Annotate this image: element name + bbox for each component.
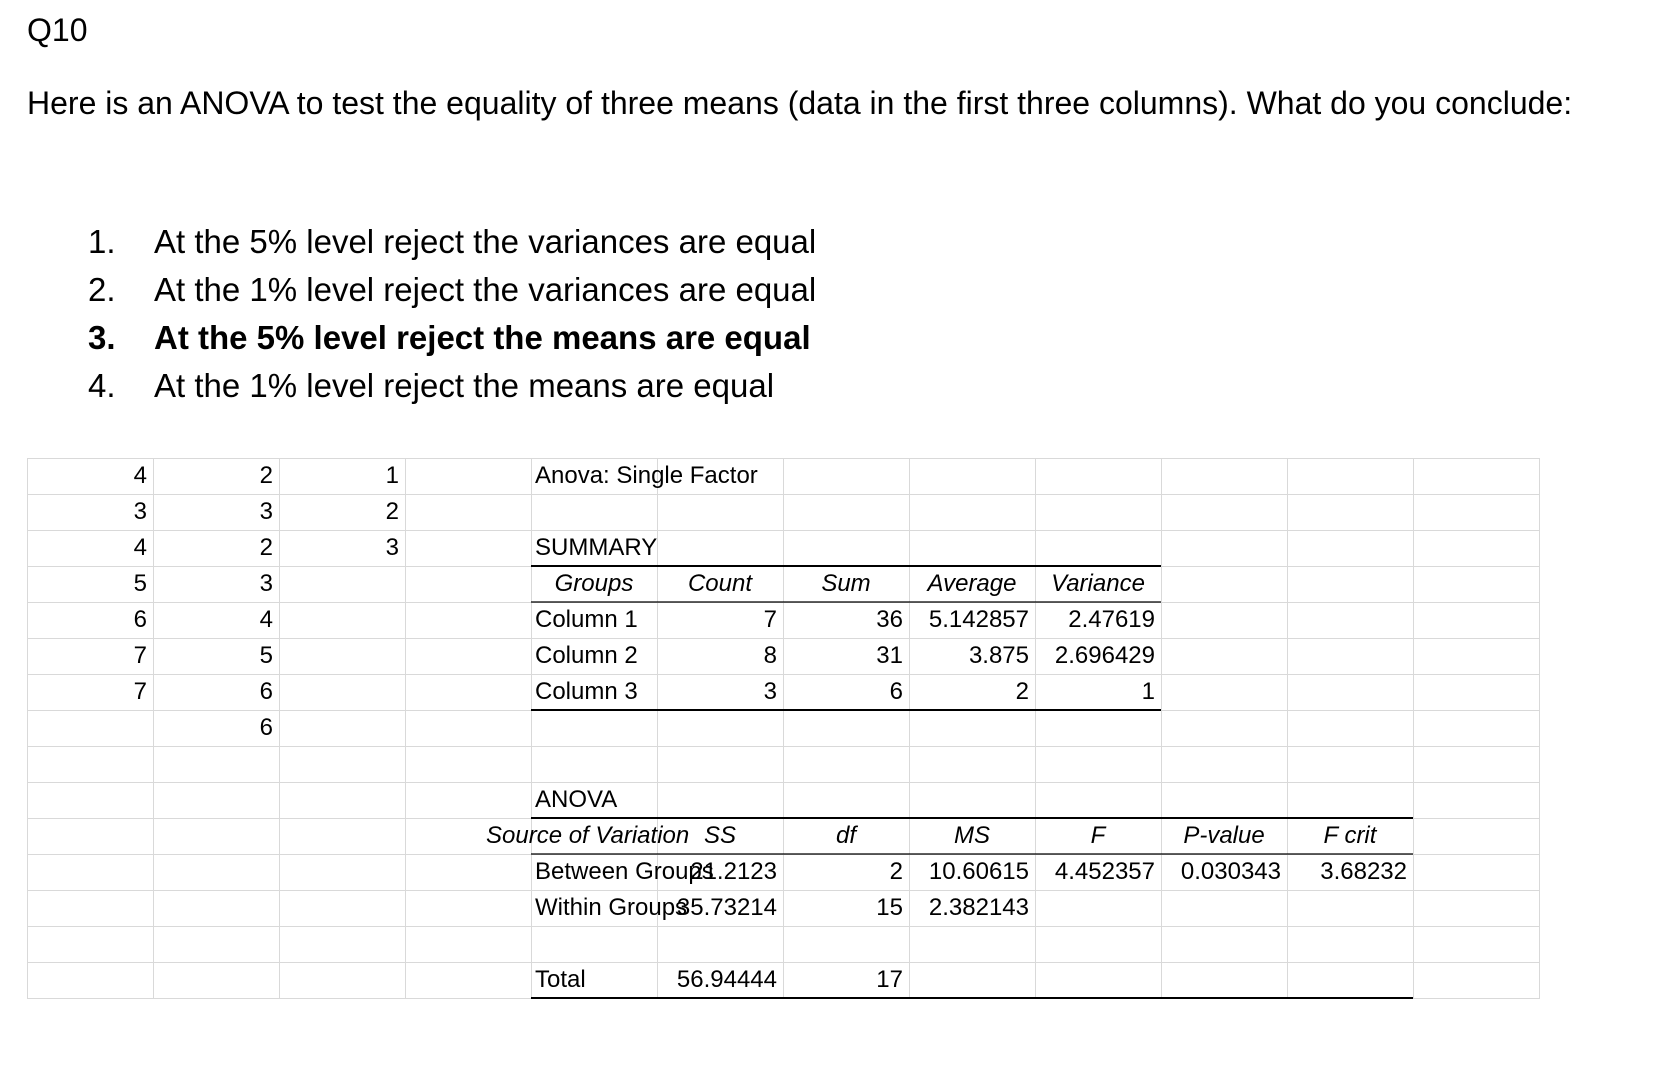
data-cell: 7 (133, 678, 147, 705)
anova-total-value: 17 (876, 966, 903, 993)
summary-group-name: Column 1 (535, 606, 638, 633)
anova-value: 21.2123 (690, 858, 777, 885)
summary-header: Average (927, 570, 1017, 597)
summary-value: 36 (876, 606, 903, 633)
anova-value: 15 (876, 894, 903, 921)
summary-header: Count (687, 570, 753, 597)
summary-value: 3 (763, 678, 777, 705)
option-2 (88, 266, 816, 314)
data-cell: 3 (259, 498, 273, 525)
anova-total-value: 56.94444 (676, 966, 777, 993)
option-number: 2. (88, 271, 116, 308)
option-number: 1. (88, 223, 116, 260)
anova-value: 4.452357 (1054, 858, 1155, 885)
option-1 (88, 218, 816, 266)
summary-value: 2.696429 (1054, 642, 1155, 669)
data-cell: 2 (259, 534, 273, 561)
anova-source-label: Within Groups (535, 894, 688, 921)
option-text: At the 5% level reject the means are equal (154, 319, 811, 356)
anova-header: F (1090, 822, 1106, 849)
summary-value: 2.47619 (1068, 606, 1155, 633)
question-number: Q10 (27, 12, 88, 48)
summary-value: 5.142857 (928, 606, 1029, 633)
summary-value: 8 (763, 642, 777, 669)
anova-header: P-value (1183, 822, 1265, 849)
data-cell: 6 (133, 606, 147, 633)
data-cell: 7 (133, 642, 147, 669)
summary-value: 1 (1141, 678, 1155, 705)
anova-header: F crit (1323, 822, 1377, 849)
summary-value: 31 (876, 642, 903, 669)
question-text: Here is an ANOVA to test the equality of three means (data in the first three columns). What do you conclude: (27, 85, 1573, 121)
data-cell: 4 (259, 606, 273, 633)
data-cell: 3 (133, 498, 147, 525)
anova-total-label: Total (535, 966, 586, 993)
data-cell: 4 (133, 534, 147, 561)
anova-value: 35.73214 (676, 894, 777, 921)
summary-value: 3.875 (968, 642, 1029, 669)
answer-options (88, 218, 816, 410)
data-cell: 5 (133, 570, 147, 597)
data-cell: 2 (259, 462, 273, 489)
anova-header: df (835, 822, 856, 849)
option-number: 4. (88, 367, 116, 404)
anova-value: 2 (889, 858, 903, 885)
data-cell: 2 (385, 498, 399, 525)
anova-header: SS (703, 822, 736, 849)
data-cell: 6 (259, 678, 273, 705)
spreadsheet (27, 458, 1635, 1058)
data-cell: 4 (133, 462, 147, 489)
data-cell: 3 (385, 534, 399, 561)
anova-title: Anova: Single Factor (535, 462, 758, 489)
option-text: At the 1% level reject the means are equal (154, 367, 775, 404)
option-text: At the 1% level reject the variances are equal (154, 271, 817, 308)
summary-value: 2 (1015, 678, 1029, 705)
data-cell: 5 (259, 642, 273, 669)
anova-value: 10.60615 (928, 858, 1029, 885)
anova-source-label: Between Groups (535, 858, 714, 885)
option-4 (88, 362, 816, 410)
option-number: 3. (88, 319, 116, 356)
summary-group-name: Column 2 (535, 642, 638, 669)
anova-value: 0.030343 (1180, 858, 1281, 885)
anova-header: MS (954, 822, 990, 849)
summary-label: SUMMARY (535, 534, 658, 561)
summary-value: 6 (889, 678, 903, 705)
anova-header: Source of Variation (486, 822, 690, 849)
summary-header: Groups (554, 570, 634, 597)
anova-value: 2.382143 (928, 894, 1029, 921)
option-3 (88, 314, 816, 362)
data-cell: 3 (259, 570, 273, 597)
option-text: At the 5% level reject the variances are equal (154, 223, 817, 260)
summary-value: 7 (763, 606, 777, 633)
anova-label: ANOVA (535, 786, 618, 813)
summary-header: Sum (821, 570, 871, 597)
data-cell: 1 (385, 462, 399, 489)
data-cell: 6 (259, 714, 273, 741)
summary-group-name: Column 3 (535, 678, 638, 705)
anova-value: 3.68232 (1320, 858, 1407, 885)
summary-header: Variance (1051, 570, 1145, 597)
